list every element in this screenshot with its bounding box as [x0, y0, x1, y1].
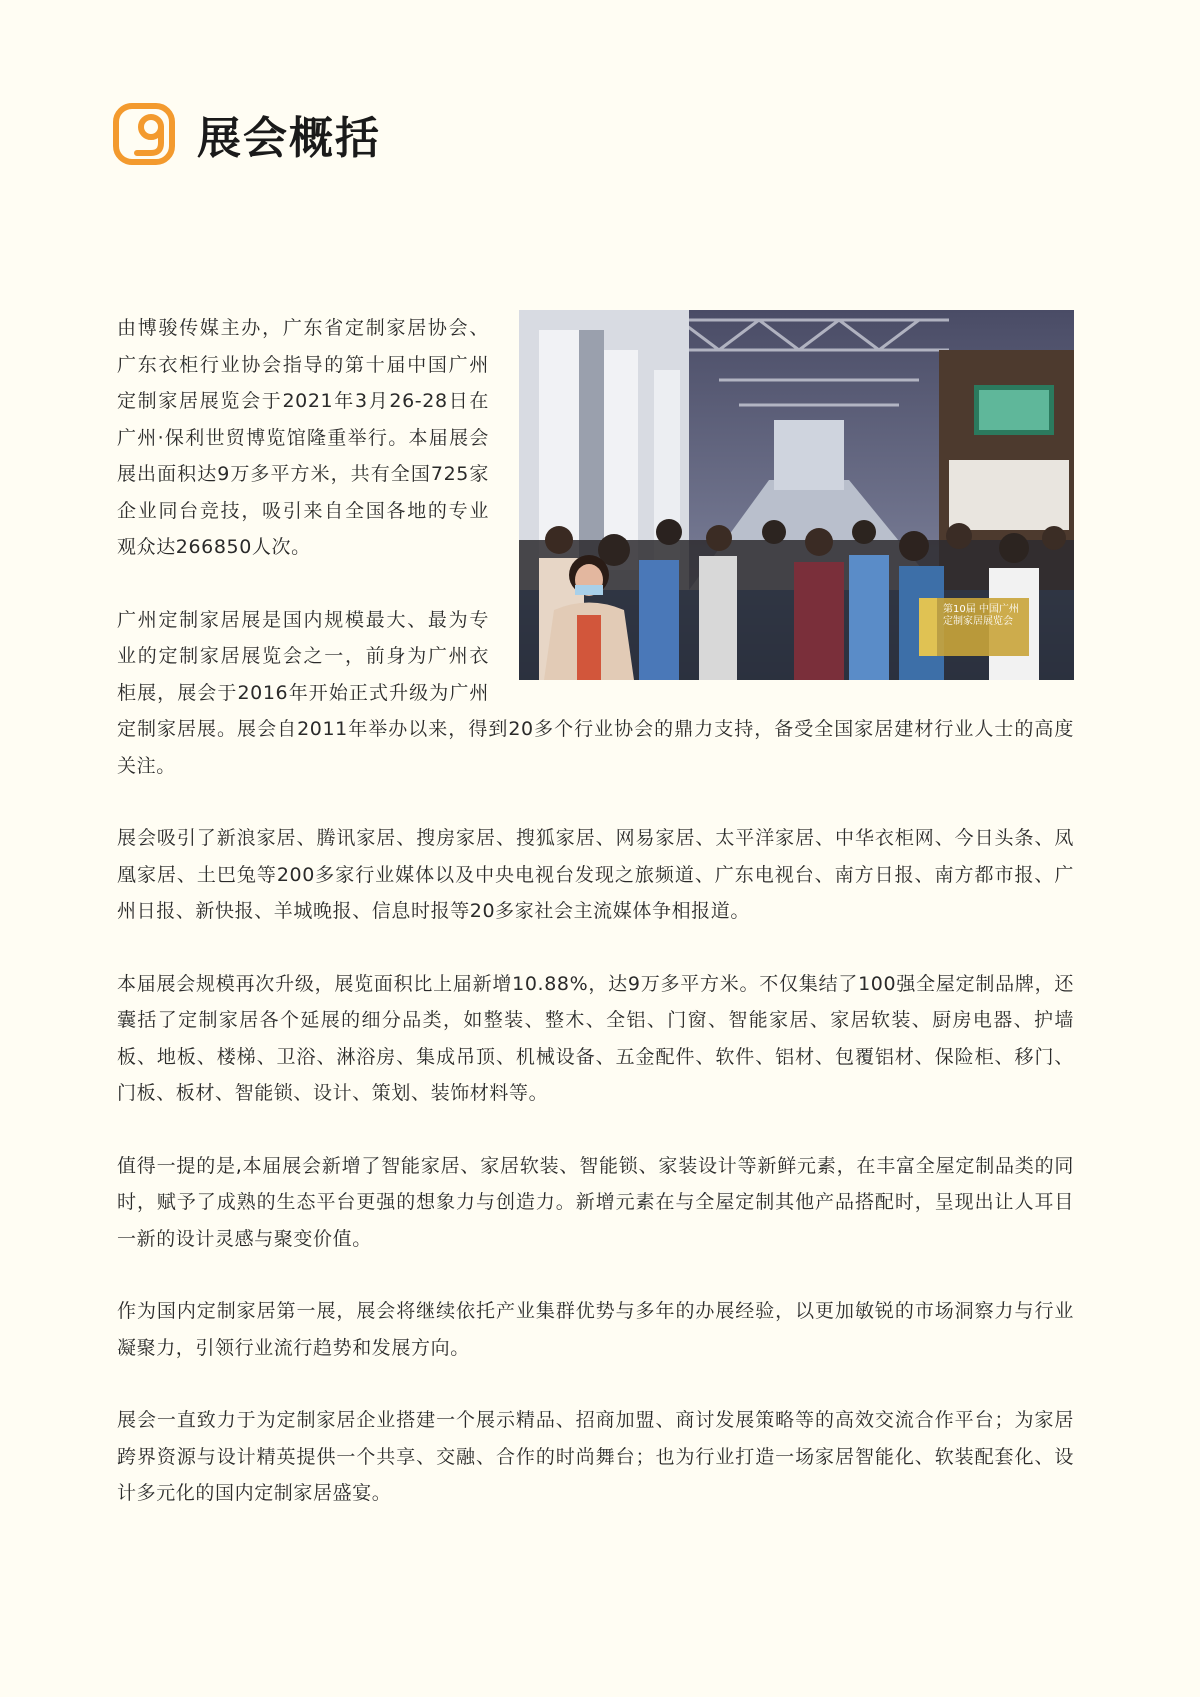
page-title: 展会概括 — [197, 113, 381, 164]
article-body — [117, 310, 1074, 1548]
paragraph-4: 本届展会规模再次升级，展览面积比上届新增10.88%，达9万多平方米。不仅集结了100强全屋定制品牌，还囊括了定制家居各个延展的细分品类，如整装、整木、全铝、门窗、智能家居、家居软装、厨房电器、护墙板、地板、楼梯、卫浴、淋浴房、集成吊顶、机械设备、五金配件、软件、铝材、包覆铝材、保险柜、移门、门板、板材、智能锁、设计、策划、装饰材料等。 — [117, 972, 1074, 1104]
page-header — [113, 103, 381, 165]
paragraph-6: 作为国内定制家居第一展，展会将继续依托产业集群优势与多年的办展经验，以更加敏锐的市场洞察力与行业凝聚力，引领行业流行趋势和发展方向。 — [117, 1300, 1074, 1359]
exhibition-photo — [519, 310, 1074, 680]
paragraph-3: 展会吸引了新浪家居、腾讯家居、搜房家居、搜狐家居、网易家居、太平洋家居、中华衣柜网、今日头条、凤凰家居、土巴兔等200多家行业媒体以及中央电视台发现之旅频道、广东电视台、南方日报、南方都市报、广州日报、新快报、羊城晚报、信息时报等20多家社会主流媒体争相报道。 — [117, 827, 1074, 922]
paragraph-1: 由博骏传媒主办，广东省定制家居协会、广东衣柜行业协会指导的第十届中国广州定制家居展览会于2021年3月26-28日在广州·保利世贸博览馆隆重举行。本届展会展出面积达9万多平方米，共有全国725家企业同台竞技，吸引来自全国各地的专业观众达266850人次。 — [117, 317, 489, 558]
orange-logo-icon — [113, 103, 175, 165]
paragraph-7: 展会一直致力于为定制家居企业搭建一个展示精品、招商加盟、商讨发展策略等的高效交流合作平台；为家居跨界资源与设计精英提供一个共享、交融、合作的时尚舞台；也为行业打造一场家居智能化、软装配套化、设计多元化的国内定制家居盛宴。 — [117, 1409, 1074, 1504]
photo-banner-text: 第10届 中国广州定制家居展览会 — [943, 604, 1019, 627]
paragraph-5: 值得一提的是,本届展会新增了智能家居、家居软装、智能锁、家装设计等新鲜元素，在丰富全屋定制品类的同时，赋予了成熟的生态平台更强的想象力与创造力。新增元素在与全屋定制其他产品搭配时，呈现出让人耳目一新的设计灵感与聚变价值。 — [117, 1154, 1074, 1250]
paragraph-2: 广州定制家居展是国内规模最大、最为专业的定制家居展览会之一，前身为广州衣柜展，展会于2016年开始正式升级为广州定制家居展。展会自2011年举办以来，得到20多个行业协会的鼎力支持，备受全国家居建材行业人士的高度关注。 — [117, 608, 1074, 777]
